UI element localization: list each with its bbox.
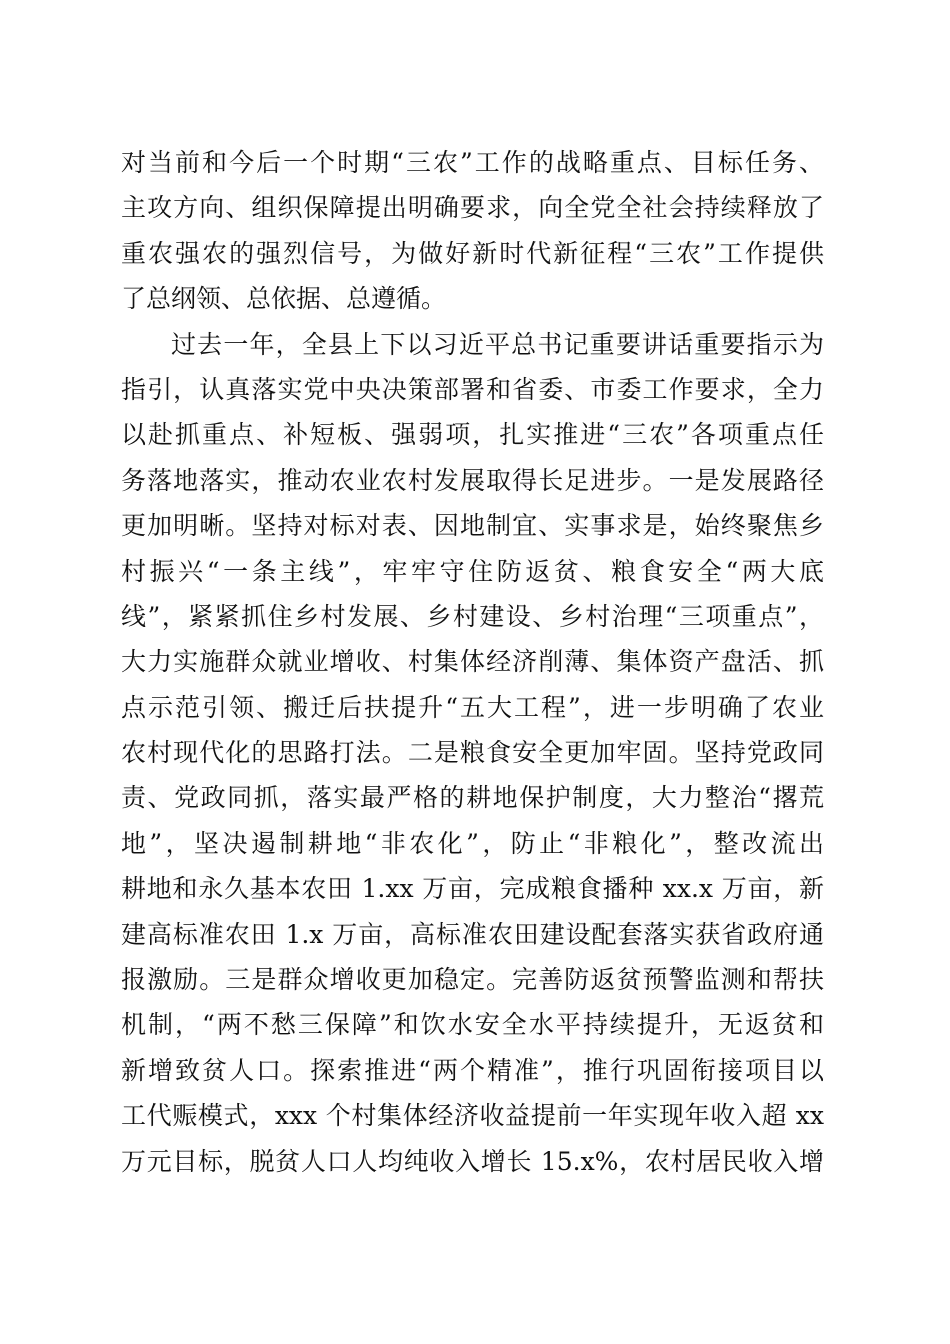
text-line: 农村现代化的思路打法。二是粮食安全更加牢固。坚持党政同	[121, 738, 824, 768]
text-line: 主攻方向、组织保障提出明确要求，向全党全社会持续释放了	[121, 193, 824, 223]
text-line: 地”，坚决遏制耕地“非农化”，防止“非粮化”，整改流出	[121, 828, 824, 858]
text-line: 重农强农的强烈信号，为做好新时代新征程“三农”工作提供	[121, 238, 824, 268]
text-line: 建高标准农田 1.x 万亩，高标准农田建设配套落实获省政府通	[121, 919, 824, 949]
text-line: 村振兴“一条主线”，牢牢守住防返贫、粮食安全“两大底	[121, 556, 824, 586]
text-line: 工代赈模式，xxx 个村集体经济收益提前一年实现年收入超 xx	[121, 1101, 824, 1131]
text-line: 机制，“两不愁三保障”和饮水安全水平持续提升，无返贫和	[121, 1010, 824, 1040]
text-line: 对当前和今后一个时期“三农”工作的战略重点、目标任务、	[121, 148, 824, 177]
text-line: 责、党政同抓，落实最严格的耕地保护制度，大力整治“撂荒	[121, 783, 824, 813]
text-line: 万元目标，脱贫人口人均纯收入增长 15.x%，农村居民收入增	[121, 1146, 824, 1176]
paragraph-1	[121, 140, 824, 322]
text-line: 了总纲领、总依据、总遵循。	[121, 284, 447, 314]
text-line: 过去一年，全县上下以习近平总书记重要讲话重要指示为	[171, 329, 824, 359]
text-line: 新增致贫人口。探索推进“两个精准”，推行巩固衔接项目以	[121, 1055, 824, 1085]
text-line: 报激励。三是群众增收更加稳定。完善防返贫预警监测和帮扶	[121, 965, 824, 995]
body-text	[121, 140, 824, 1184]
text-line: 点示范引领、搬迁后扶提升“五大工程”，进一步明确了农业	[121, 692, 824, 722]
paragraph-2	[121, 322, 824, 1184]
text-line: 指引，认真落实党中央决策部署和省委、市委工作要求，全力	[121, 374, 824, 404]
text-line: 以赴抓重点、补短板、强弱项，扎实推进“三农”各项重点任	[121, 420, 824, 450]
text-line: 务落地落实，推动农业农村发展取得长足进步。一是发展路径	[121, 465, 824, 495]
text-line: 更加明晰。坚持对标对表、因地制宜、实事求是，始终聚焦乡	[121, 511, 824, 541]
text-line: 大力实施群众就业增收、村集体经济削薄、集体资产盘活、抓	[121, 647, 824, 677]
text-line: 耕地和永久基本农田 1.xx 万亩，完成粮食播种 xx.x 万亩，新	[121, 874, 824, 904]
text-line: 线”，紧紧抓住乡村发展、乡村建设、乡村治理“三项重点”，	[121, 601, 824, 631]
